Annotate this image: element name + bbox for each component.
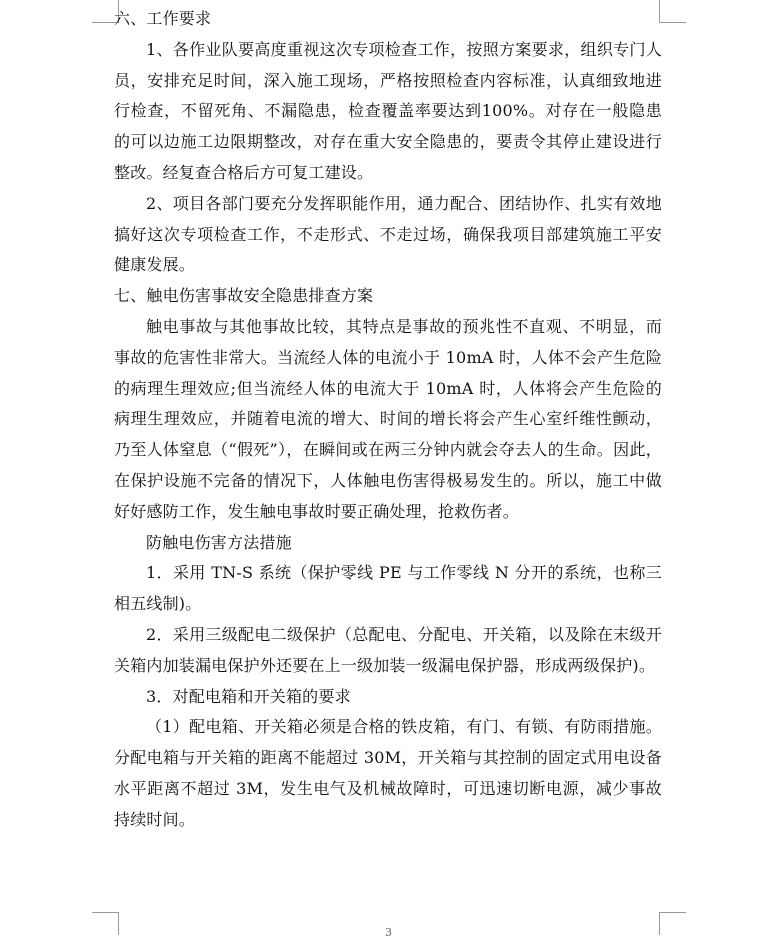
corner-mark-top-right bbox=[659, 0, 686, 23]
section-6-item-1: 1、各作业队要高度重视这次专项检查工作，按照方案要求，组织专门人员，安排充足时间，深入施工现场，严格按照检查内容标准，认真细致地进行检查，不留死角、不漏隐患，检查覆盖率要达到100%。对存在一般隐患的可以边施工边限期整改，对存在重大安全隐患的，要责令其停止建设进行整改。经复查合格后方可复工建设。 bbox=[114, 39, 662, 182]
section-6-item-2: 2、项目各部门要充分发挥职能作用，通力配合、团结协作、扎实有效地搞好这次专项检查工作，不走形式、不走过场，确保我项目部建筑施工平安健康发展。 bbox=[114, 193, 662, 275]
section-6-heading: 六、工作要求 bbox=[114, 9, 212, 28]
measure-item-2: 2．采用三级配电二级保护（总配电、分配电、开关箱，以及除在末级开关箱内加装漏电保护外还要在上一级加装一级漏电保护器，形成两级保护)。 bbox=[114, 624, 662, 675]
section-7-heading: 七、触电伤害事故安全隐患排查方案 bbox=[114, 286, 374, 306]
measures-heading: 防触电伤害方法措施 bbox=[146, 532, 292, 552]
page-number: 3 bbox=[385, 926, 392, 939]
measure-item-1: 1．采用 TN-S 系统（保护零线 PE 与工作零线 N 分开的系统，也称三相五线制)。 bbox=[114, 563, 662, 614]
section-7-intro: 触电事故与其他事故比较，其特点是事故的预兆性不直观、不明显，而事故的危害性非常大。当流经人体的电流小于 10mA 时，人体不会产生危险的病理生理效应;但当流经人体的电流大于 10mA 时，人体将会产生危险的病理生理效应，并随着电流的增大、时间的增长将会产生心室纤维性颤动，乃至人体窒息（“假死”），在瞬间或在两三分钟内就会夺去人的生命。因此，在保护设施不完备的情况下，人体触电伤害得极易发生的。所以，施工中做好好感防工作，发生触电事故时要正确处理，抢救伤者。 bbox=[114, 316, 662, 521]
measure-item-3: 3．对配电箱和开关箱的要求 bbox=[146, 686, 351, 706]
measure-item-3-1: （1）配电箱、开关箱必须是合格的铁皮箱，有门、有锁、有防雨措施。分配电箱与开关箱的距离不能超过 30M，开关箱与其控制的固定式用电设备水平距离不超过 3M，发生电气及机械故障时，可迅速切断电源，减少事故持续时间。 bbox=[114, 717, 662, 829]
document-body bbox=[114, 4, 662, 836]
